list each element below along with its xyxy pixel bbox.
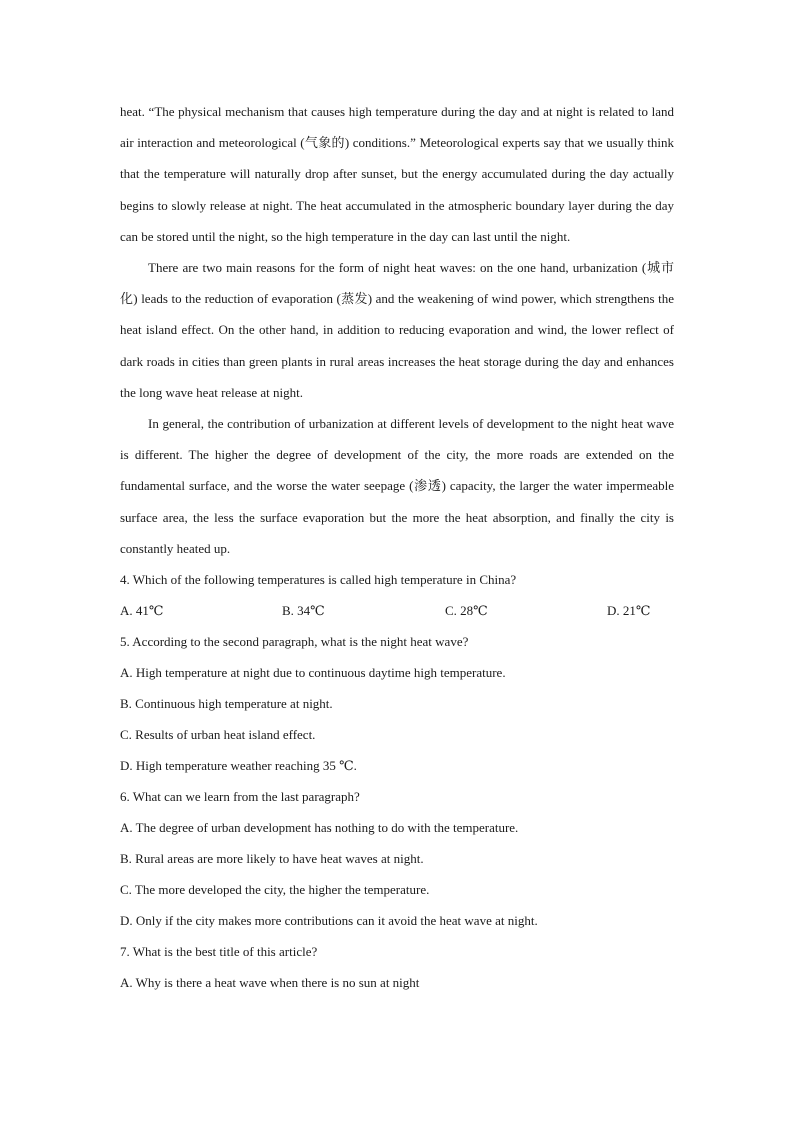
question-7-stem: 7. What is the best title of this article? xyxy=(120,944,318,960)
question-4-option-a: A. 41℃ xyxy=(120,603,164,619)
question-5-stem: 5. According to the second paragraph, what is the night heat wave? xyxy=(120,634,469,650)
question-5-option-d: D. High temperature weather reaching 35 ℃. xyxy=(120,758,357,774)
passage-paragraph-2: There are two main reasons for the form of night heat waves: on the one hand, urbanization (城市化) leads to the reduction of evaporation (蒸发) and the weakening of wind power, which strengthens the heat island effect. On the other hand, in addition to reducing evaporation and wind, the lower reflect of dark roads in cities than green plants in rural areas increases the heat storage during the day and enhances the long wave heat release at night. xyxy=(120,260,674,400)
question-4-option-d: D. 21℃ xyxy=(607,603,651,619)
question-5 xyxy=(120,626,674,781)
question-4-option-c: C. 28℃ xyxy=(445,603,488,619)
question-6-option-b: B. Rural areas are more likely to have heat waves at night. xyxy=(120,851,424,867)
question-6-option-d: D. Only if the city makes more contributions can it avoid the heat wave at night. xyxy=(120,913,538,929)
question-5-option-b: B. Continuous high temperature at night. xyxy=(120,696,333,712)
question-6-option-a: A. The degree of urban development has nothing to do with the temperature. xyxy=(120,820,519,836)
question-7-option-a: A. Why is there a heat wave when there is no sun at night xyxy=(120,975,420,991)
question-4 xyxy=(120,564,674,626)
question-5-option-c: C. Results of urban heat island effect. xyxy=(120,727,316,743)
question-4-stem: 4. Which of the following temperatures is called high temperature in China? xyxy=(120,572,517,588)
question-6-option-c: C. The more developed the city, the higher the temperature. xyxy=(120,882,430,898)
passage-paragraph-3: In general, the contribution of urbanization at different levels of development to the night heat wave is different. The higher the degree of development of the city, the more roads are extended on the fundamental surface, and the worse the water seepage (渗透) capacity, the larger the water impermeable surface area, the less the surface evaporation but the more the heat absorption, and finally the city is constantly heated up. xyxy=(120,416,674,556)
question-6-stem: 6. What can we learn from the last paragraph? xyxy=(120,789,360,805)
question-6 xyxy=(120,781,674,936)
passage-paragraph-1: heat. “The physical mechanism that causes high temperature during the day and at night is related to land air interaction and meteorological (气象的) conditions.” Meteorological experts say that we usually think that the temperature will naturally drop after sunset, but the energy accumulated during the day actually begins to slowly release at night. The heat accumulated in the atmospheric boundary layer during the day can be stored until the night, so the high temperature in the day can last until the night. xyxy=(120,104,674,244)
question-7 xyxy=(120,936,674,998)
exam-page xyxy=(120,96,674,998)
question-4-options xyxy=(120,595,674,626)
question-5-option-a: A. High temperature at night due to continuous daytime high temperature. xyxy=(120,665,506,681)
question-4-option-b: B. 34℃ xyxy=(282,603,325,619)
